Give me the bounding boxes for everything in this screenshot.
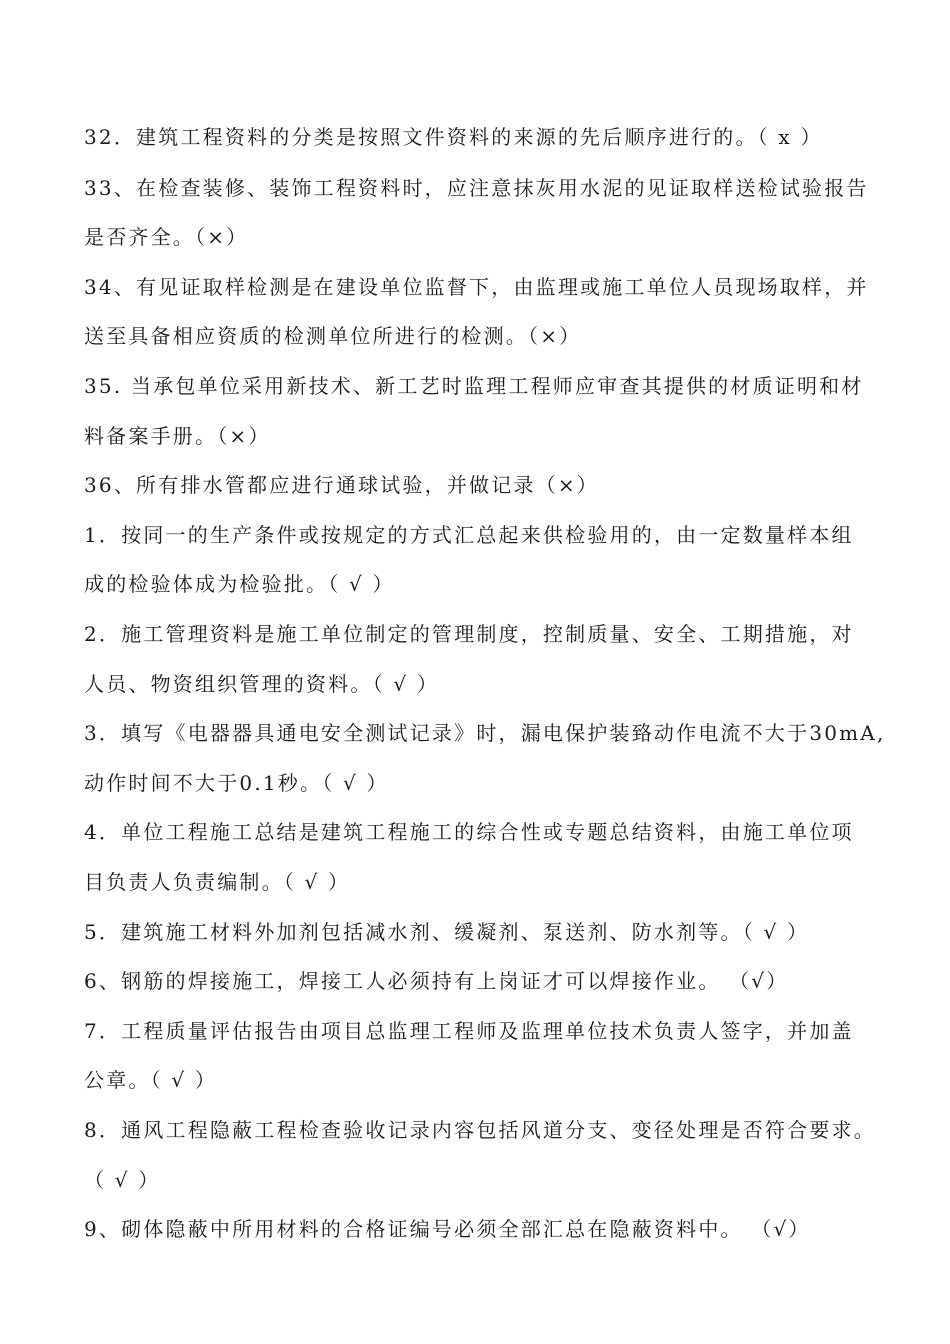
text-line-q3-part2: 动作时间不大于0.1秒。（ √ ）	[84, 771, 389, 795]
text-line-q2-part1: 2．施工管理资料是施工单位制定的管理制度，控制质量、安全、工期措施，对	[84, 622, 854, 646]
text-line-q33-part1: 33、在检查装修、装饰工程资料时，应注意抹灰用水泥的见证取样送检试验报告	[84, 176, 869, 200]
text-line-q1-part2: 成的检验体成为检验批。（ √ ）	[84, 572, 395, 596]
text-line-q34-part2: 送至具备相应资质的检测单位所进行的检测。（×）	[84, 324, 582, 348]
text-line-q3-part1: 3．填写《电器器具通电安全测试记录》时，漏电保护装臵动作电流不大于30mA,	[84, 721, 886, 745]
text-line-q33-part2: 是否齐全。（×）	[84, 225, 249, 249]
text-line-q7-part2: 公章。（ √ ）	[84, 1068, 218, 1092]
text-line-q6: 6、钢筋的焊接施工，焊接工人必须持有上岗证才可以焊接作业。 （√）	[84, 969, 789, 993]
text-line-q34-part1: 34、有见证取样检测是在建设单位监督下，由监理或施工单位人员现场取样，并	[84, 275, 869, 299]
text-line-q32: 32．建筑工程资料的分类是按照文件资料的来源的先后顺序进行的。（ x ）	[84, 125, 823, 149]
text-line-q35-part1: 35. 当承包单位采用新技术、新工艺时监理工程师应审查其提供的材质证明和材	[84, 374, 864, 398]
text-line-q9: 9、砌体隐蔽中所用材料的合格证编号必须全部汇总在隐蔽资料中。 （√）	[84, 1217, 811, 1241]
text-line-q36: 36、所有排水管都应进行通球试验，并做记录（×）	[84, 473, 600, 497]
text-line-q8-part1: 8．通风工程隐蔽工程检查验收记录内容包括风道分支、变径处理是否符合要求。	[84, 1118, 876, 1142]
text-line-q7-part1: 7．工程质量评估报告由项目总监理工程师及监理单位技术负责人签字，并加盖	[84, 1019, 854, 1043]
text-line-q4-part2: 目负责人负责编制。（ √ ）	[84, 870, 351, 894]
text-line-q8-part2: （ √ ）	[84, 1168, 161, 1192]
text-line-q4-part1: 4．单位工程施工总结是建筑工程施工的综合性或专题总结资料，由施工单位项	[84, 820, 854, 844]
text-line-q35-part2: 料备案手册。（×）	[84, 424, 271, 448]
text-line-q1-part1: 1．按同一的生产条件或按规定的方式汇总起来供检验用的，由一定数量样本组	[84, 523, 854, 547]
text-line-q5: 5．建筑施工材料外加剂包括减水剂、缓凝剂、泵送剂、防水剂等。（ √ ）	[84, 920, 810, 944]
text-line-q2-part2: 人员、物资组织管理的资料。（ √ ）	[84, 672, 440, 696]
